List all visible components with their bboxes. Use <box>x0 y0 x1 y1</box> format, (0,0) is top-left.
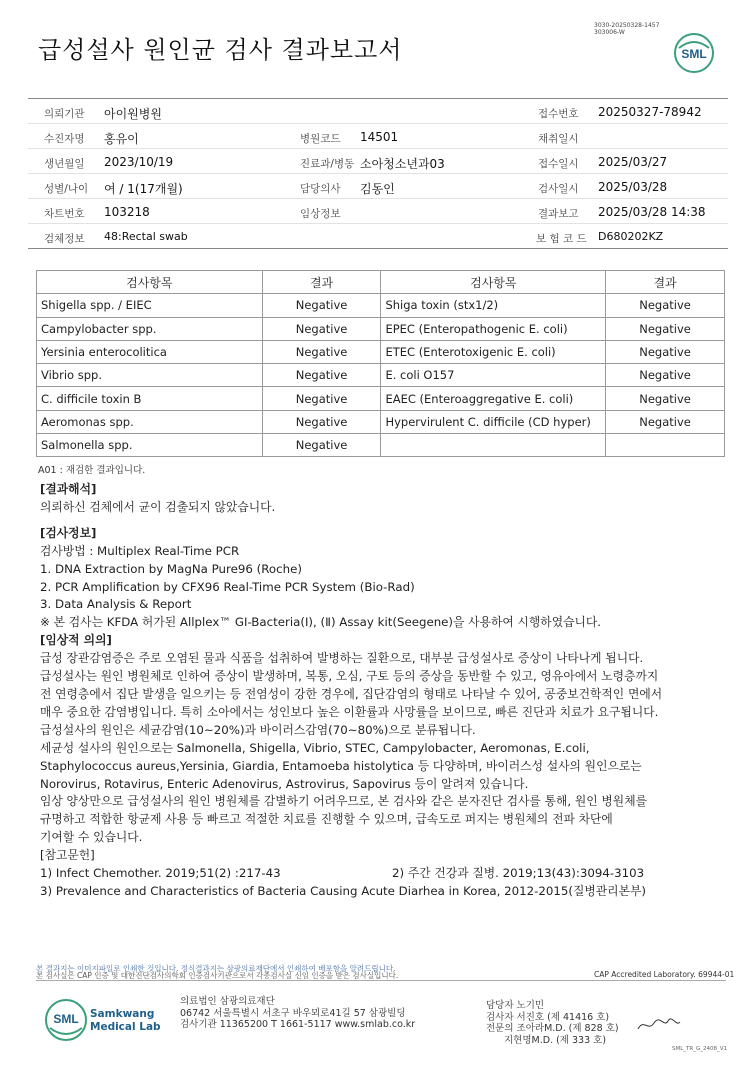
svg-text:SML: SML <box>53 1012 79 1026</box>
section-title-method: [검사정보] <box>40 525 97 540</box>
clinical-line: 급성설사의 원인은 세균감염(10~20%)과 바이러스감염(70~80%)으로 분류됩니다. <box>40 722 476 737</box>
print-notice: 본 결과지는 이미지파일로 인쇄한 것입니다. 정식결과지는 삼광의료재단에서 인쇄하여 배포함을 알려드립니다. <box>36 964 396 973</box>
lab-name: Samkwang Medical Lab <box>90 1008 161 1033</box>
section-title-clinical: [임상적 의의] <box>40 633 112 648</box>
test-item: C. difficile toxin B <box>37 387 263 410</box>
test-result: Negative <box>606 294 725 317</box>
form-code: SML_TR_G_2408_V1 <box>672 1046 728 1052</box>
reference-1: 1) Infect Chemother. 2019;51(2) :217-43 <box>40 866 281 881</box>
section-title-references: [참고문헌] <box>40 848 95 863</box>
table-header-row <box>37 271 725 294</box>
test-item: Shiga toxin (stx1/2) <box>381 294 606 317</box>
test-item: EAEC (Enteroaggregative E. coli) <box>381 387 606 410</box>
report-body <box>40 481 720 901</box>
svg-text:SML: SML <box>681 47 707 61</box>
test-item: Campylobacter spp. <box>37 317 263 340</box>
test-result: Negative <box>262 387 381 410</box>
accreditation-notice: 본 검사실은 CAP 인증 및 대한진단검사의학회 인증검사기관으로서 각종검사실 신임 인증을 받은 검사실입니다. <box>36 971 399 980</box>
method-line: 2. PCR Amplification by CFX96 Real-Time PCR System (Bio-Rad) <box>40 579 415 594</box>
method-line: 검사방법 : Multiplex Real-Time PCR <box>40 543 240 558</box>
table-row <box>37 364 725 387</box>
test-item: EPEC (Enteropathogenic E. coli) <box>381 317 606 340</box>
info-row: 생년월일 2023/10/19 진료과/병동 소아청소년과03 접수일시 2025/03/27 <box>28 149 728 174</box>
clinical-line: 세균성 설사의 원인으로는 Salmonella, Shigella, Vibrio, STEC, Campylobacter, Aeromonas, E.coli, <box>40 740 590 755</box>
column-header: 검사항목 <box>381 271 606 294</box>
test-item: Yersinia enterocolitica <box>37 340 263 363</box>
sml-logo-icon <box>673 32 715 74</box>
results-table <box>36 270 725 457</box>
clinical-line: 급성설사는 원인 병원체로 인하여 증상이 발생하며, 복통, 오심, 구토 등의 증상을 동반할 수 있고, 영유아에서 노령층까지 <box>40 669 659 684</box>
method-line: 1. DNA Extraction by MagNa Pure96 (Roche) <box>40 561 302 576</box>
test-item: Hypervirulent C. difficile (CD hyper) <box>381 410 606 433</box>
test-item: Vibrio spp. <box>37 364 263 387</box>
reference-line <box>40 865 720 883</box>
info-row: 의뢰기관 아이원병원 접수번호 20250327-78942 <box>28 99 728 124</box>
section-title-interpretation: [결과해석] <box>40 482 97 496</box>
test-item: Aeromonas spp. <box>37 410 263 433</box>
test-item: Shigella spp. / EIEC <box>37 294 263 317</box>
method-line: 3. Data Analysis & Report <box>40 597 192 612</box>
clinical-line: 기여할 수 있습니다. <box>40 830 143 845</box>
info-row: 검체정보 48:Rectal swab 보 험 코 드 D680202KZ <box>28 224 728 249</box>
clinical-line: Staphylococcus aureus,Yersinia, Giardia, Entamoeba histolytica 등 다양하며, 바이러스성 설사의 원인으로는 <box>40 758 642 773</box>
test-item: Salmonella spp. <box>37 434 263 457</box>
test-result <box>606 434 725 457</box>
footer-divider <box>36 980 726 981</box>
column-header: 결과 <box>262 271 381 294</box>
table-row <box>37 387 725 410</box>
signers-block: 담당자 노기민 검사자 서진호 (제 41416 호) 전문의 조아라M.D. (제 828 호) 지현명M.D. (제 333 호) <box>486 1000 619 1046</box>
signature-icon <box>636 1014 682 1036</box>
clinical-line: Norovirus, Rotavirus, Enteric Adenovirus, Astrovirus, Sapovirus 등이 알려져 있습니다. <box>40 776 529 791</box>
test-result: Negative <box>262 340 381 363</box>
retest-note: A01 : 재검한 결과입니다. <box>38 465 146 476</box>
clinical-line: 급성 장관감염증은 주로 오염된 물과 식품을 섭취하여 발병하는 질환으로, 대부분 급성설사로 증상이 나타나게 됩니다. <box>40 651 644 666</box>
patient-info-block <box>28 98 728 249</box>
info-row: 수진자명 홍유이 병원코드 14501 채취일시 <box>28 124 728 149</box>
clinical-line: 전 연령층에서 집단 발생을 일으키는 등 전염성이 강한 경우에, 집단감염의 형태로 나타날 수 있어, 공중보건학적인 면에서 <box>40 686 663 701</box>
table-row <box>37 294 725 317</box>
cap-accreditation: CAP Accredited Laboratory. 69944-01 <box>594 970 735 979</box>
table-row <box>37 410 725 433</box>
page-title: 급성설사 원인균 검사 결과보고서 <box>38 36 403 64</box>
clinical-line: 임상 양상만으로 급성설사의 원인 병원체를 감별하기 어려우므로, 본 검사와 같은 분자진단 검사를 통해, 원인 병원체를 <box>40 794 647 809</box>
test-result: Negative <box>262 294 381 317</box>
clinical-line: 매우 중요한 감염병입니다. 특히 소아에서는 성인보다 높은 이환률과 사망률을 보이므로, 빠른 진단과 치료가 요구됩니다. <box>40 704 659 719</box>
reference-3: 3) Prevalence and Characteristics of Bacteria Causing Acute Diarhea in Korea, 2012-2015(질병관리본부) <box>40 883 646 898</box>
interpretation-text: 의뢰하신 검체에서 균이 검출되지 않았습니다. <box>40 499 276 514</box>
info-row: 차트번호 103218 임상정보 결과보고 2025/03/28 14:38 <box>28 199 728 224</box>
lab-address: 의료법인 삼광의료재단 06742 서울특별시 서초구 바우뫼로41길 57 삼광빌딩 검사기관 11365200 T 1661-5117 www.smlab.co.kr <box>180 996 416 1030</box>
test-result: Negative <box>262 364 381 387</box>
test-result: Negative <box>606 387 725 410</box>
test-result: Negative <box>606 364 725 387</box>
test-result: Negative <box>606 340 725 363</box>
test-result: Negative <box>262 317 381 340</box>
sml-footer-logo-icon <box>44 998 88 1042</box>
reference-2: 2) 주간 건강과 질병. 2019;13(43):3094-3103 <box>392 866 645 881</box>
test-item <box>381 434 606 457</box>
test-result: Negative <box>606 410 725 433</box>
info-row: 성별/나이 여 / 1(17개월) 담당의사 김동인 검사일시 2025/03/28 <box>28 174 728 199</box>
clinical-line: 규명하고 적합한 항균제 사용 등 빠르고 적절한 치료를 진행할 수 있으며, 급속도로 퍼지는 병원체의 전파 차단에 <box>40 812 613 827</box>
method-line: ※ 본 검사는 KFDA 허가된 Allplex™ GI-Bacteria(Ⅰ), (Ⅱ) Assay kit(Seegene)을 사용하여 시행하였습니다. <box>40 615 602 630</box>
column-header: 검사항목 <box>37 271 263 294</box>
table-row <box>37 434 725 457</box>
test-item: ETEC (Enterotoxigenic E. coli) <box>381 340 606 363</box>
table-row <box>37 340 725 363</box>
table-row <box>37 317 725 340</box>
document-code: 3030-20250328-1457 303006-W <box>594 22 660 36</box>
test-item: E. coli O157 <box>381 364 606 387</box>
test-result: Negative <box>262 410 381 433</box>
test-result: Negative <box>262 434 381 457</box>
test-result: Negative <box>606 317 725 340</box>
column-header: 결과 <box>606 271 725 294</box>
